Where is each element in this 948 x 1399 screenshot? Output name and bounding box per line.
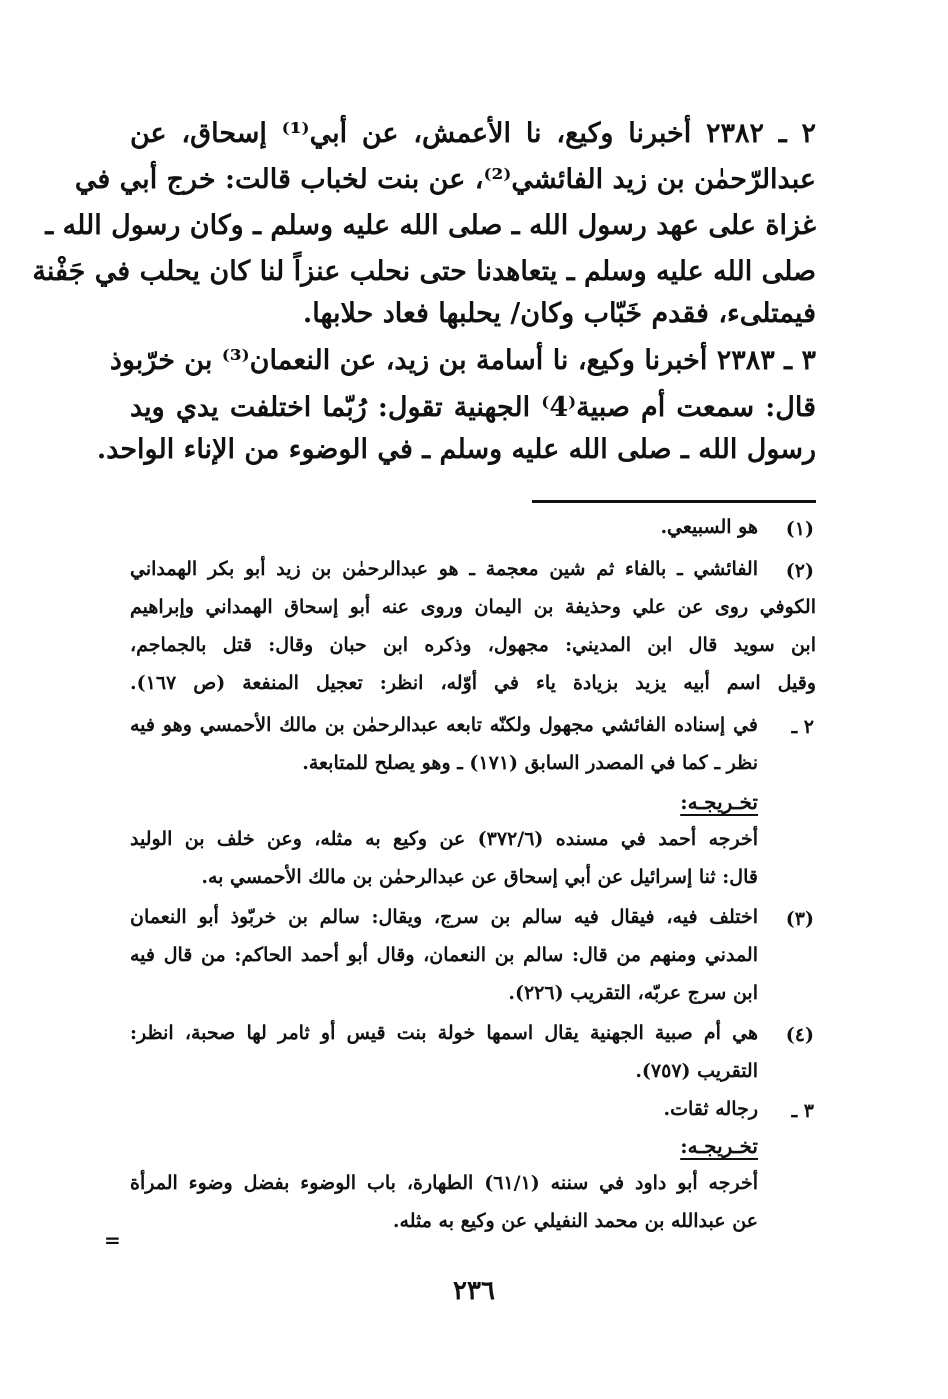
hadith-2383-line-2: قال: سمعت أم صبية⁽4⁾ الجهنية تقول: رُبّما اختلفت يدي ويد: [130, 392, 816, 423]
page-number: ٢٣٦: [453, 1276, 495, 1306]
commentary-number-2: ٢ ـ: [791, 716, 814, 738]
footnote-2-line-1: الفائشي ـ بالفاء ثم شين معجمة ـ هو عبدالرحمٰن بن زيد أبو بكر الهمداني: [130, 558, 758, 580]
takhrij-1-line-2: قال: ثنا إسرائيل عن أبي إسحاق عن عبدالرحمٰن بن مالك الأحمسي به.: [201, 866, 758, 888]
takhrij-1-line-1: أخرجه أحمد في مسنده (٣٧٢/٦) عن وكيع به مثله، وعن خلف بن الوليد: [130, 828, 759, 850]
hadith-2382-line-3: غزاة على عهد رسول الله ـ صلى الله عليه وسلم ـ وكان رسول الله ـ: [45, 210, 816, 241]
hadith-2382-line-5: فيمتلىء، فقدم خَبّاب وكان/ يحلبها فعاد حلابها.: [302, 298, 816, 329]
takhrij-heading-1: تخـريجـه:: [680, 790, 758, 814]
footnote-2-line-3: ابن سويد قال ابن المديني: مجهول، وذكره ابن حبان وقال: قتل بالجماجم،: [130, 634, 816, 656]
hadith-2383-line-3: رسول الله ـ صلى الله عليه وسلم ـ في الوضوء من الإناء الواحد.: [96, 434, 816, 465]
footnote-number-3: (٣): [785, 908, 814, 930]
takhrij-2-line-2: عن عبدالله بن محمد النفيلي عن وكيع به مثله.: [392, 1210, 758, 1232]
footnote-separator-rule: [532, 500, 816, 503]
commentary-3-line-1: رجاله ثقات.: [663, 1098, 758, 1120]
footnote-4-line-2: التقريب (٧٥٧).: [635, 1060, 758, 1082]
footnote-3-line-2: المدني ومنهم من قال: سالم بن النعمان، وقال أبو أحمد الحاكم: من قال فيه: [130, 944, 758, 966]
footnote-3-line-3: ابن سرج عربّه، التقريب (٢٢٦).: [508, 982, 758, 1004]
footnote-3-line-1: اختلف فيه، فيقال فيه سالم بن سرج، ويقال: سالم بن خربّوذ أبو النعمان: [130, 906, 758, 928]
commentary-2-line-2: نظر ـ كما في المصدر السابق (١٧١) ـ وهو يصلح للمتابعة.: [302, 752, 758, 774]
takhrij-2-line-1: أخرجه أبو داود في سننه (٦١/١) الطهارة، باب الوضوء بفضل وضوء المرأة: [130, 1172, 758, 1194]
hadith-2382-line-2: عبدالرّحمٰن بن زيد الفائشي⁽²⁾، عن بنت لخباب قالت: خرج أبي في: [74, 164, 816, 195]
footnote-4-line-1: هي أم صبية الجهنية يقال اسمها خولة بنت قيس أو ثامر لها صحبة، انظر:: [130, 1022, 758, 1044]
footnote-number-2: (٢): [785, 560, 814, 582]
footnote-number-1: (١): [785, 518, 814, 540]
hadith-2383-line-1: ٣ ـ ٢٣٨٣ أخبرنا وكيع، نا أسامة بن زيد، عن النعمان⁽³⁾ بن خرّبوذ: [109, 345, 816, 376]
hadith-2382-line-4: صلى الله عليه وسلم ـ يتعاهدنا حتى نحلب عنزاً لنا كان يحلب في جَفْنة: [32, 256, 816, 287]
footnote-2-line-2: الكوفي روى عن علي وحذيفة بن اليمان وروى عنه أبو إسحاق الهمداني وإبراهيم: [130, 596, 816, 618]
commentary-2-line-1: في إسناده الفائشي مجهول ولكنّه تابعه عبدالرحمٰن بن مالك الأحمسي وهو فيه: [130, 714, 758, 736]
commentary-number-3: ٣ ـ: [791, 1100, 814, 1122]
footnote-1-line-1: هو السبيعي.: [660, 516, 758, 538]
takhrij-heading-2: تخـريجـه:: [680, 1134, 758, 1158]
footnote-number-4: (٤): [785, 1024, 814, 1046]
footnote-2-line-4: وقيل اسم أبيه يزيد بزيادة ياء في أوّله، انظر: تعجيل المنفعة (ص ١٦٧).: [130, 672, 816, 694]
margin-mark: =: [104, 1228, 121, 1252]
hadith-2382-line-1: ٢ ـ ٢٣٨٢ أخبرنا وكيع، نا الأعمش، عن أبي⁽¹⁾ إسحاق، عن: [130, 118, 816, 149]
